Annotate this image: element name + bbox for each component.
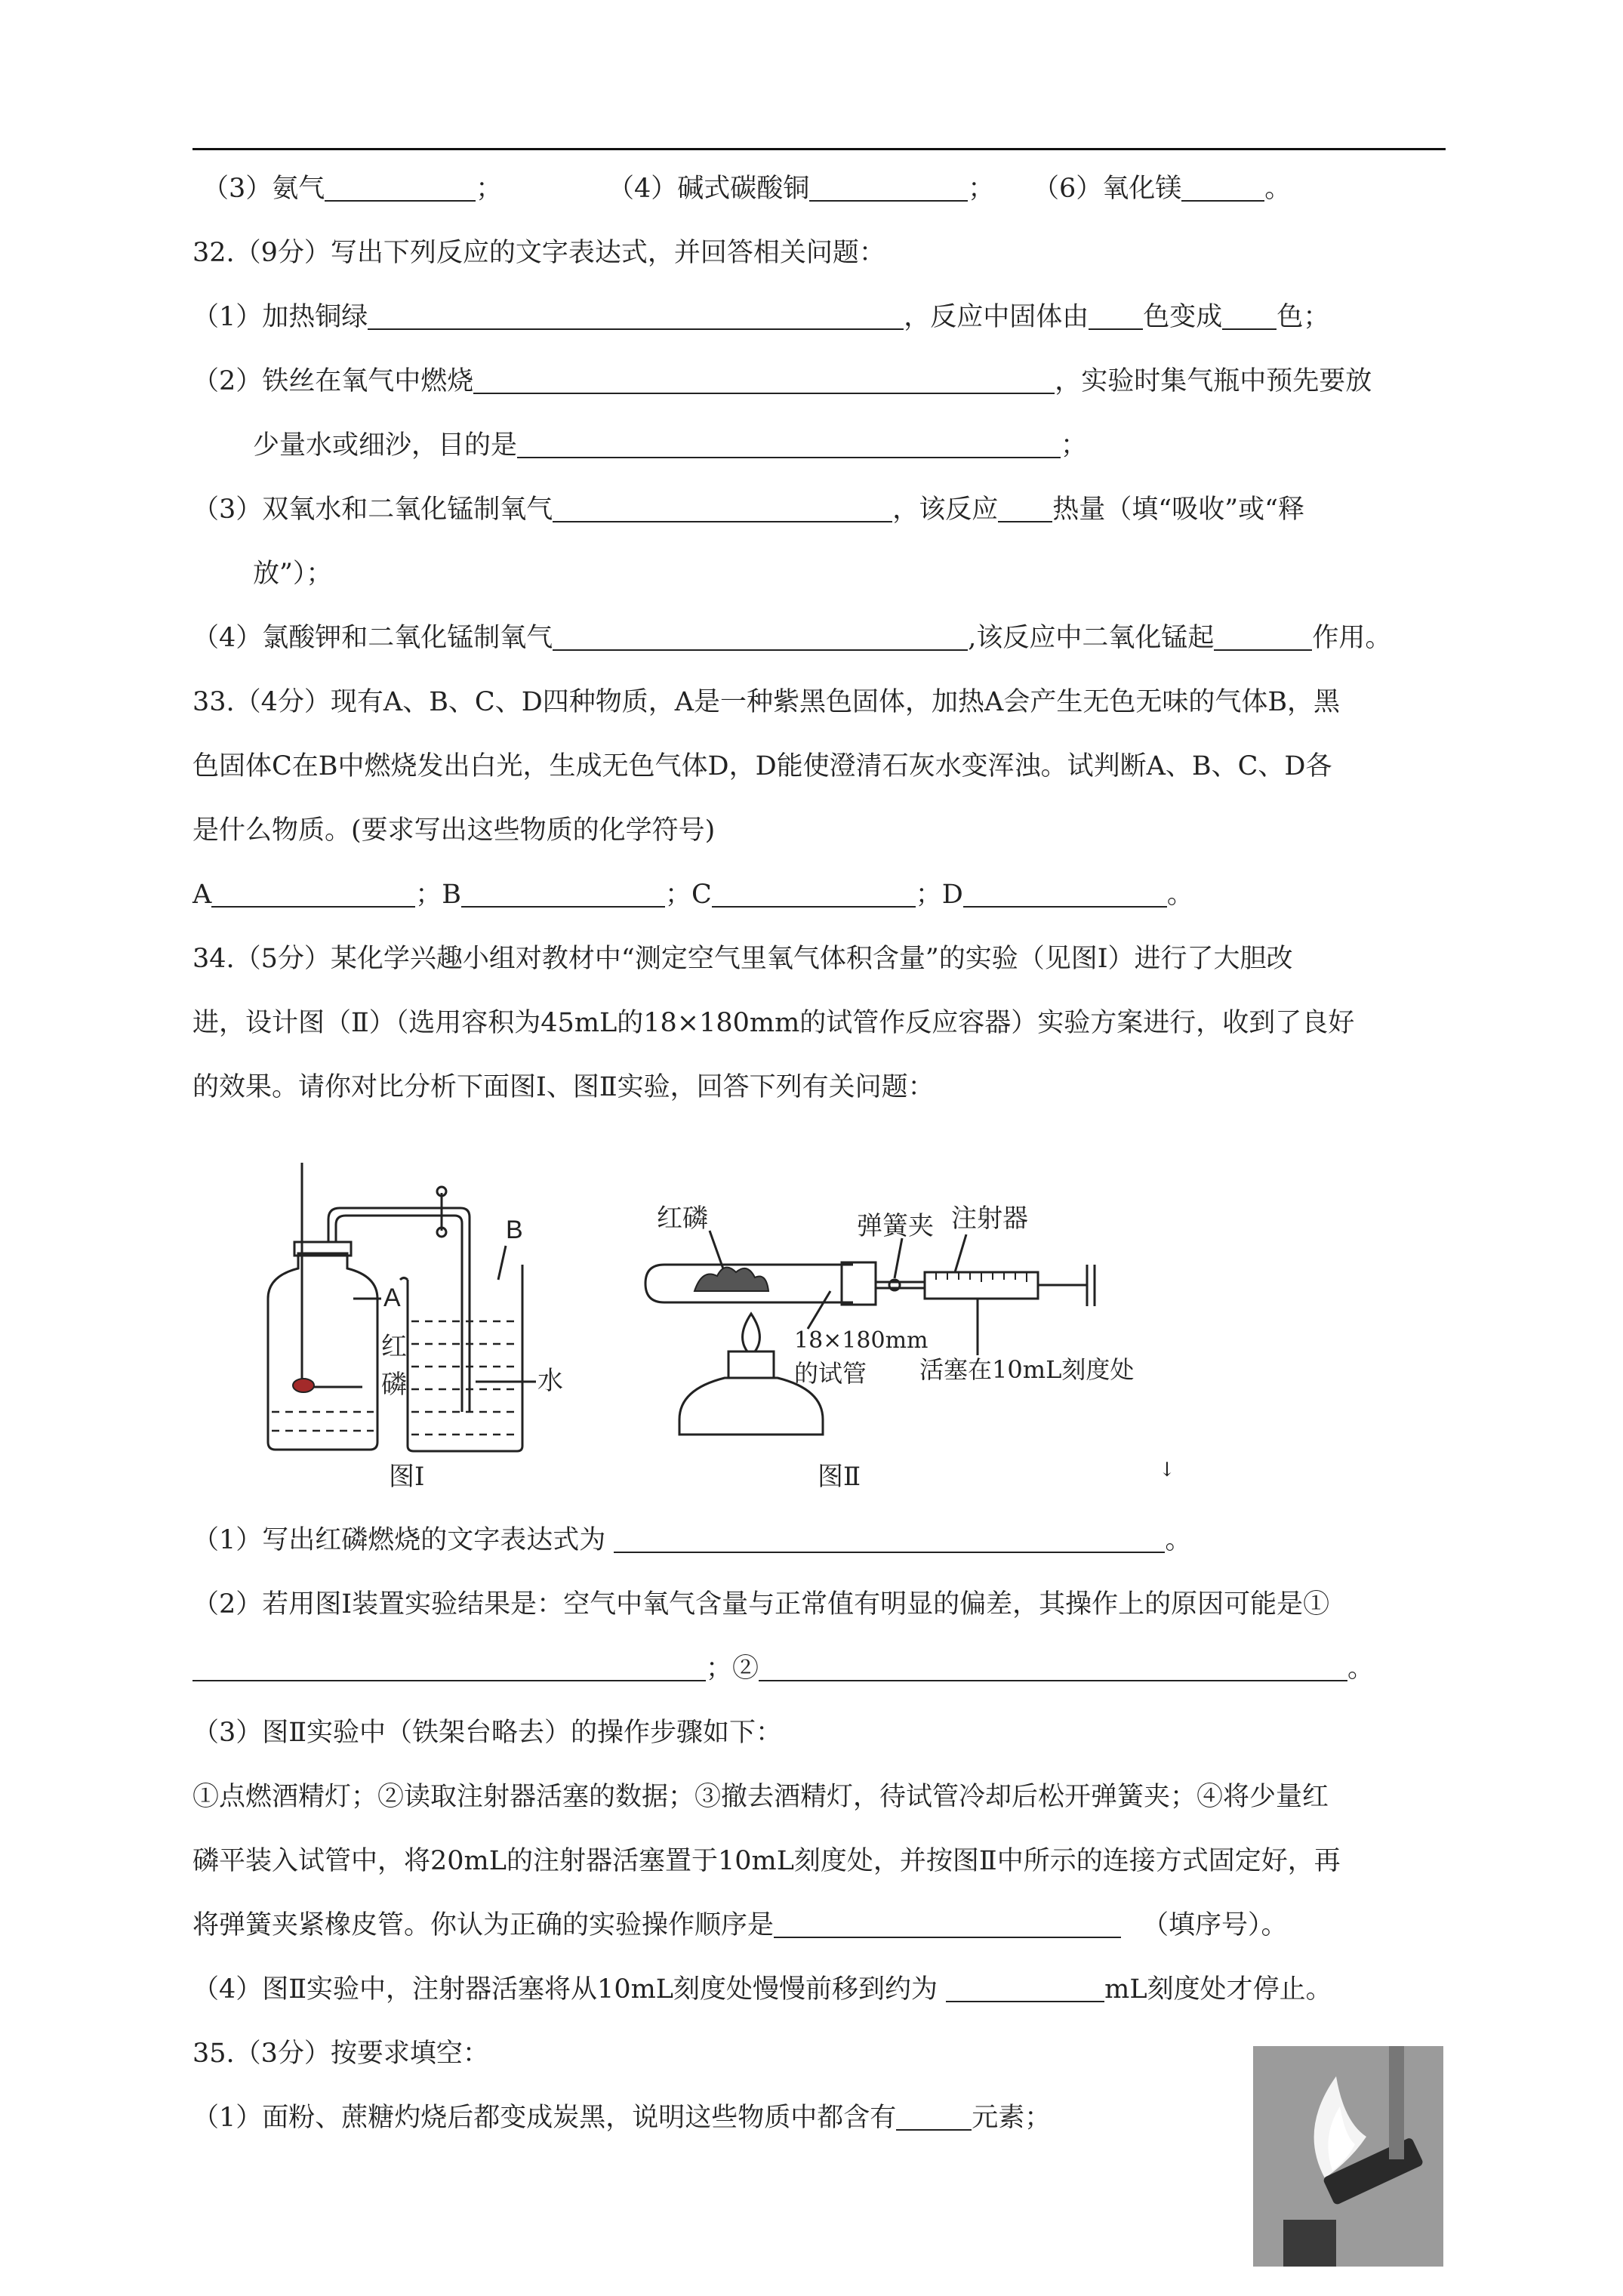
oxide-label: （6）氧化镁 [1033,174,1182,204]
q32-part3: （3）双氧水和二氧化锰制氧气 ，该反应 热量（填“吸收”或“释 [192,495,1304,525]
fig2-label-syringe: 注射器 [951,1203,1028,1234]
fig1-label-phosphorus: 磷 [381,1370,407,1400]
answer-blank[interactable] [517,431,1061,458]
fig2-label-piston: 活塞在10mL刻度处 [919,1355,1135,1384]
q33-line3: 是什么物质。(要求写出这些物质的化学符号) [192,815,716,846]
q32-part4: （4）氯酸钾和二氧化锰制氧气 ,该反应中二氧化锰起 作用。 [192,623,1392,653]
q32-part2-line2: 少量水或细沙，目的是 ； [253,430,1088,461]
fig1-label-b: B [506,1216,523,1244]
q34-sub3-line2: 磷平装入试管中，将20mL的注射器活塞置于10mL刻度处，并按图Ⅱ中所示的连接方式固定好，再 [192,1846,1341,1876]
q34-line1: 34.（5分）某化学兴趣小组对教材中“测定空气里氧气体积含量”的实验（见图I）进行了大胆改 [192,944,1293,974]
q34-sub4: （4）图Ⅱ实验中，注射器活塞将从10mL刻度处慢慢前移到约为 mL刻度处才停止。 [192,1974,1332,2005]
figure-1-caption: 图I [389,1462,425,1492]
answer-blank[interactable] [1214,624,1312,651]
fig1-label-water: 水 [537,1366,563,1396]
answer-blank[interactable] [614,1526,1165,1553]
q34-sub1: （1）写出红磷燃烧的文字表达式为 。 [192,1525,1192,1555]
answer-blank[interactable] [946,1975,1104,2002]
answer-blank[interactable] [325,174,476,202]
answer-blank[interactable] [192,1654,706,1681]
q35-head: 35.（3分）按要求填空： [192,2039,489,2069]
q34-sub2-answers: ；② 。 [192,1652,1374,1685]
q32-part1: （1）加热铜绿 ，反应中固体由 色变成 色； [192,302,1330,332]
prev-question-line-2: （4）碱式碳酸铜 ； [608,174,995,204]
header-rule [192,148,1446,150]
fig2-label-tube-size: 18×180mm [794,1327,929,1354]
burning-experiment-photo [1253,2046,1443,2267]
ammonia-label: （3）氨气 [202,174,325,204]
answer-blank[interactable] [896,2103,972,2131]
answer-blank[interactable] [368,303,904,330]
q34-sub2: （2）若用图I装置实验结果是：空气中氧气含量与正常值有明显的偏差，其操作上的原因可能是① [192,1589,1330,1620]
answer-blank[interactable] [553,495,892,522]
fig1-label-a: A [383,1284,401,1312]
answer-blank[interactable] [963,880,1167,908]
answer-blank[interactable] [553,624,968,651]
q34-sub3-line3: 将弹簧夹紧橡皮管。你认为正确的实验操作顺序是 （填序号）。 [192,1910,1288,1940]
fig2-label-tube: 的试管 [794,1359,867,1388]
q33-line1: 33.（4分）现有A、B、C、D四种物质，A是一种紫黑色固体，加热A会产生无色无味的气体B，黑 [192,687,1341,717]
answer-blank[interactable] [998,495,1052,522]
answer-blank[interactable] [809,174,968,202]
answer-blank[interactable] [211,880,415,908]
prev-question-line-3: （6）氧化镁 。 [1033,174,1292,204]
q35-part1: （1）面粉、蔗糖灼烧后都变成炭黑，说明这些物质中都含有 元素； [192,2103,1052,2133]
answer-blank[interactable] [712,880,916,908]
answer-blank[interactable] [1089,303,1143,330]
q32-part3-line2: 放”）； [253,559,333,589]
figure-1-apparatus [257,1155,634,1495]
fig2-label-clamp: 弹簧夹 [857,1211,934,1241]
fig1-label-red: 红 [381,1332,407,1362]
figure-2-caption: 图Ⅱ [818,1462,861,1492]
malachite-label: （4）碱式碳酸铜 [608,174,810,204]
answer-blank[interactable] [1181,174,1264,202]
q34-sub3-line1: ①点燃酒精灯；②读取注射器活塞的数据；③撤去酒精灯，待试管冷却后松开弹簧夹；④将少量红 [192,1782,1329,1812]
q33-line2: 色固体C在B中燃烧发出白光，生成无色气体D，D能使澄清石灰水变浑浊。试判断A、B、C、D各 [192,751,1332,781]
q32-part2: （2）铁丝在氧气中燃烧 ，实验时集气瓶中预先要放 [192,366,1372,396]
answer-blank[interactable] [759,1654,1347,1681]
answer-blank[interactable] [1222,303,1277,330]
q32-head: 32.（9分）写出下列反应的文字表达式，并回答相关问题： [192,238,885,268]
q33-answers: A ；B ；C ；D 。 [192,880,1193,910]
answer-blank[interactable] [461,880,665,908]
paragraph-arrow-icon: ↓ [1159,1459,1175,1481]
answer-blank[interactable] [774,1911,1121,1938]
q34-line2: 进，设计图（Ⅱ）（选用容积为45mL的18×180mm的试管作反应容器）实验方案进行，收到了良好 [192,1008,1355,1038]
figure-2-apparatus [634,1193,1178,1465]
fig2-label-red-phosphorus: 红磷 [657,1203,708,1234]
q34-sub3: （3）图Ⅱ实验中（铁架台略去）的操作步骤如下： [192,1718,783,1748]
answer-blank[interactable] [473,367,1055,394]
q34-line3: 的效果。请你对比分析下面图I、图Ⅱ实验，回答下列有关问题： [192,1072,935,1102]
prev-question-line: （3）氨气 ； [202,174,503,204]
